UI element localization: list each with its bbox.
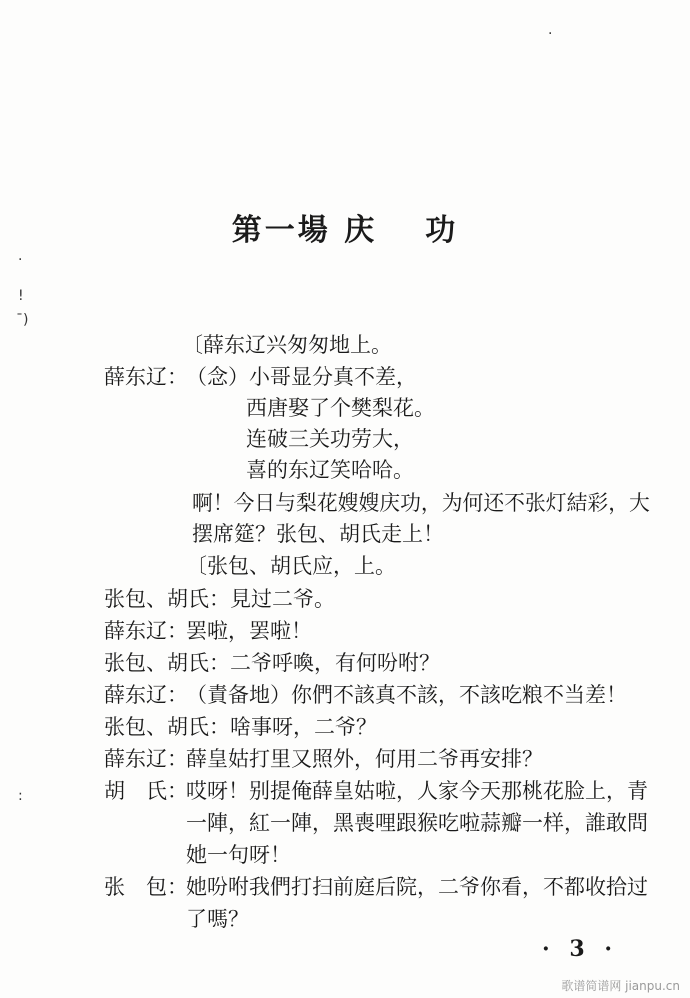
page-number: · 3 ·: [542, 936, 618, 962]
speaker: 张 包：: [104, 875, 188, 899]
verse-line: 连破三关功劳大，: [246, 427, 414, 451]
speaker: 张包、胡氏：: [104, 587, 230, 611]
verse-line: 喜的东辽笑哈哈。: [246, 458, 414, 482]
speaker: 张包、胡氏：: [104, 715, 230, 739]
speaker: 胡 氏：: [104, 779, 188, 803]
dialogue-line: 見过二爷。: [230, 587, 335, 611]
dialogue-line: （念）小哥显分真不差，: [186, 365, 417, 389]
margin-mark: ·: [18, 252, 23, 268]
speaker: 薛东辽：: [104, 683, 188, 707]
stage-direction: 〔张包、胡氏应，上。: [186, 554, 396, 578]
dialogue-line: 摆席筵？张包、胡氏走上！: [192, 522, 444, 546]
watermark: 歌谱简谱网 jianpu.cn: [561, 979, 680, 993]
dialogue-line: （責备地）你們不該真不該，不該吃粮不当差！: [186, 683, 627, 707]
dialogue-line: 啥事呀，二爷？: [230, 715, 377, 739]
dialogue-line: 她一句呀！: [186, 843, 291, 867]
speaker: 薛东辽：: [104, 365, 188, 389]
speaker: 薛东辽：: [104, 747, 188, 771]
dialogue-line: 啊！今日与梨花嫂嫂庆功，为何还不张灯結彩，大: [192, 491, 650, 515]
scan-mark: ·: [548, 26, 553, 42]
dialogue-line: 罢啦，罢啦！: [186, 619, 312, 643]
dialogue-line: 一陣，紅一陣，黑喪哩跟猴吃啦蒜瓣一样，誰敢問: [186, 811, 648, 835]
margin-mark: :: [18, 788, 23, 804]
dialogue-line: 哎呀！别提俺薛皇姑啦，人家今天那桃花脸上，青: [186, 779, 648, 803]
margin-mark: ˉ): [16, 312, 29, 328]
scene-title-part1: 第一場 庆: [231, 213, 378, 248]
verse-line: 西唐娶了个樊梨花。: [246, 396, 435, 420]
dialogue-line: 了嗎？: [186, 907, 249, 931]
dialogue-line: 薛皇姑打里又照外，何用二爷再安排？: [186, 747, 543, 771]
stage-direction: 〔薛东辽兴匆匆地上。: [182, 333, 392, 357]
speaker: 薛东辽：: [104, 619, 188, 643]
dialogue-line: 她吩咐我們打扫前庭后院，二爷你看，不都收拾过: [186, 875, 648, 899]
scene-title: [0, 205, 690, 249]
margin-mark: !: [18, 288, 24, 304]
dialogue-line: 二爷呼喚，有何吩咐？: [230, 651, 440, 675]
scene-title-part2: 功: [425, 213, 459, 248]
speaker: 张包、胡氏：: [104, 651, 230, 675]
